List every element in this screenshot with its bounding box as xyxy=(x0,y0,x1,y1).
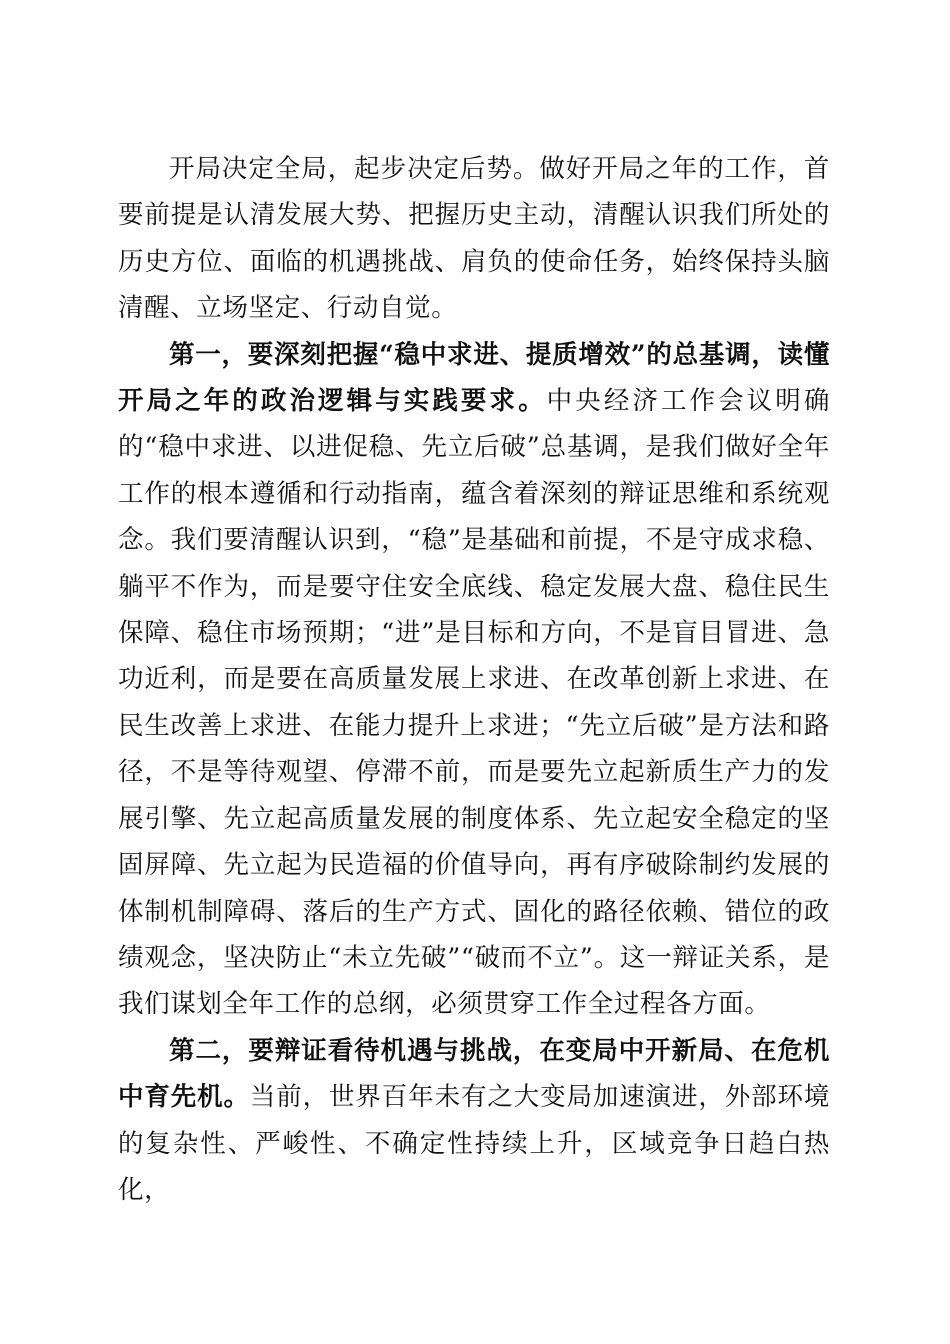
paragraph-second-point xyxy=(118,1028,830,1214)
paragraph-first-point-text: 中央经济工作会议明确的“稳中求进、以进促稳、先立后破”总基调，是我们做好全年工作的根本遵循和行动指南，蕴含着深刻的辩证思维和系统观念。我们要清醒认识到，“稳”是基础和前提，不是守成求稳、躺平不作为，而是要守住安全底线、稳定发展大盘、稳住民生保障、稳住市场预期；“进”是目标和方向，不是盲目冒进、急功近利，而是要在高质量发展上求进、在改革创新上求进、在民生改善上求进、在能力提升上求进；“先立后破”是方法和路径，不是等待观望、停滞不前，而是要先立起新质生产力的发展引擎、先立起高质量发展的制度体系、先立起安全稳定的坚固屏障、先立起为民造福的价值导向，再有序破除制约发展的体制机制障碍、落后的生产方式、固化的路径依赖、错位的政绩观念，坚决防止“未立先破”“破而不立”。这一辩证关系，是我们谋划全年工作的总纲，必须贯穿工作全过程各方面。 xyxy=(118,386,830,1020)
paragraph-first-point-lead: 第一，要深刻把握“稳中求进、提质增效”的总基调，读懂开局之年的政治逻辑与实践要求。 xyxy=(118,339,830,417)
paragraph-intro xyxy=(118,146,830,332)
paragraph-second-point-lead: 第二，要辩证看待机遇与挑战，在变局中开新局、在危机中育先机。 xyxy=(118,1035,830,1113)
paragraph-intro-text: 开局决定全局，起步决定后势。做好开局之年的工作，首要前提是认清发展大势、把握历史主动，清醒认识我们所处的历史方位、面临的机遇挑战、肩负的使命任务，始终保持头脑清醒、立场坚定、行动自觉。 xyxy=(118,154,830,324)
paragraph-first-point xyxy=(118,332,830,1028)
document-body xyxy=(118,146,830,1213)
paragraph-second-point-text: 当前，世界百年未有之大变局加速演进，外部环境的复杂性、严峻性、不确定性持续上升，区域竞争日趋白热化， xyxy=(118,1082,830,1205)
